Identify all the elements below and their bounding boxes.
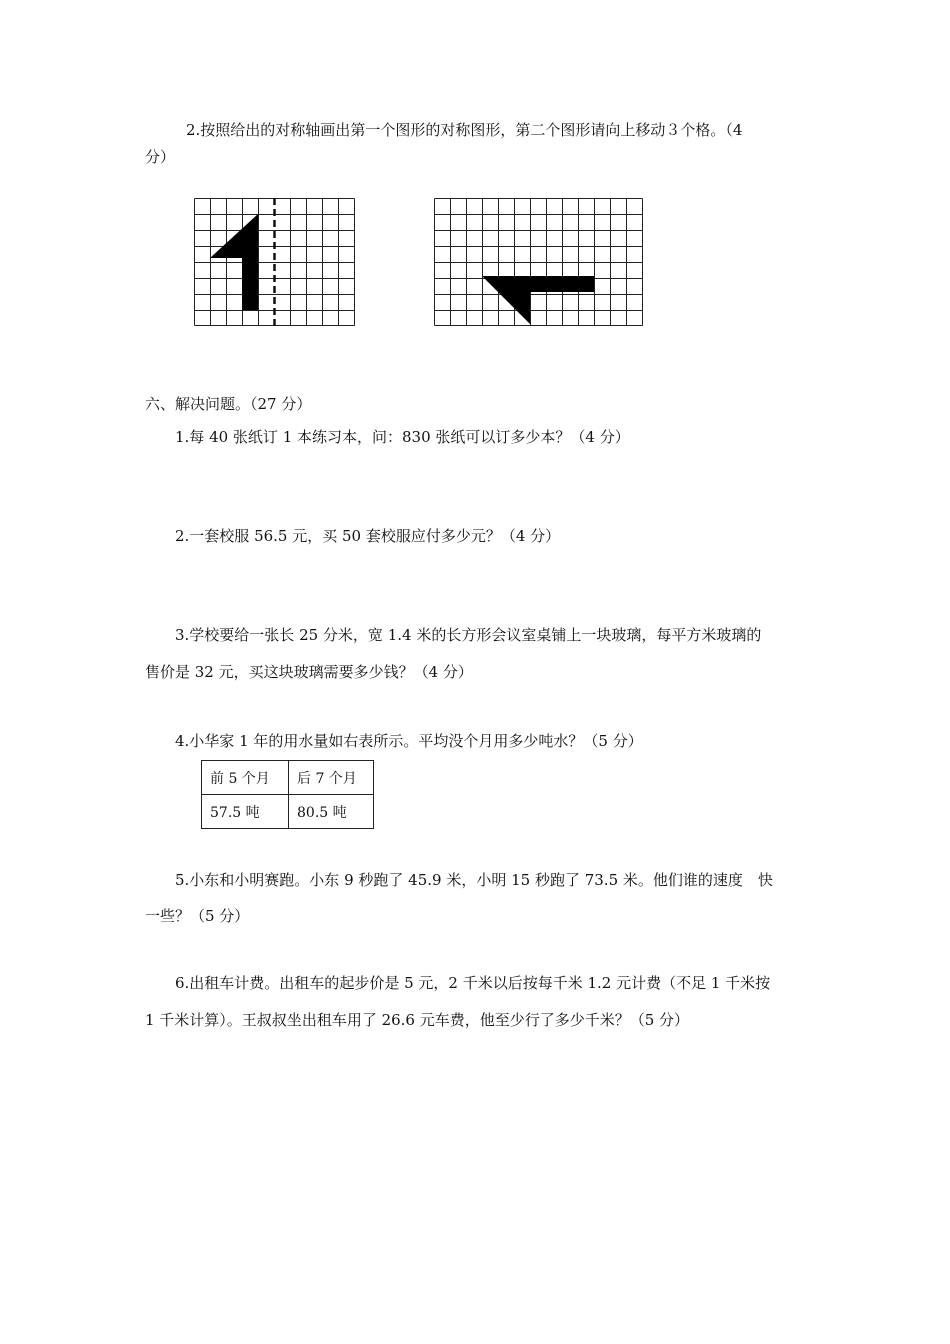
section-six-title: 六、解决问题。（27 分） (145, 395, 312, 413)
q2-instruction-line2: 分） (145, 148, 176, 166)
problem-3-line2: 售价是 32 元，买这块玻璃需要多少钱？（4 分） (145, 663, 473, 681)
symmetry-grid-lines (195, 199, 355, 326)
problem-1: 1.每 40 张纸订 1 本练习本，问：830 张纸可以订多少本？（4 分） (175, 428, 630, 446)
problem-3-line1: 3.学校要给一张长 25 分米，宽 1.4 米的长方形会议室桌铺上一块玻璃，每平方米玻璃的 (175, 626, 762, 644)
problem-6-line1: 6.出租车计费。出租车的起步价是 5 元，2 千米以后按每千米 1.2 元计费（不足 1 千米按 (175, 974, 771, 992)
problem-5-line2: 一些？（5 分） (145, 907, 250, 925)
table-row (202, 761, 374, 795)
problem-2: 2.一套校服 56.5 元，买 50 套校服应付多少元？（4 分） (175, 527, 561, 545)
table-header-cell: 后 7 个月 (289, 761, 374, 795)
table-header-cell: 前 5 个月 (202, 761, 289, 795)
translation-grid-figure (434, 198, 644, 327)
q2-instruction-line1: 2.按照给出的对称轴画出第一个图形的对称图形，第二个图形请向上移动３个格。（4 (186, 121, 743, 139)
table-value-cell: 57.5 吨 (202, 795, 289, 829)
translation-grid-lines (435, 199, 643, 326)
problem-4: 4.小华家 1 年的用水量如右表所示。平均没个月用多少吨水？（5 分） (175, 732, 643, 750)
table-row (202, 795, 374, 829)
problem-5-line1: 5.小东和小明赛跑。小东 9 秒跑了 45.9 米，小明 15 秒跑了 73.5 米。他们谁的速度 快 (175, 871, 773, 889)
problem-6-line2: 1 千米计算）。王叔叔坐出租车用了 26.6 元车费，他至少行了多少千米？（5 分） (145, 1011, 690, 1029)
symmetry-grid-figure (194, 198, 358, 327)
water-usage-table (201, 760, 374, 829)
table-value-cell: 80.5 吨 (289, 795, 374, 829)
